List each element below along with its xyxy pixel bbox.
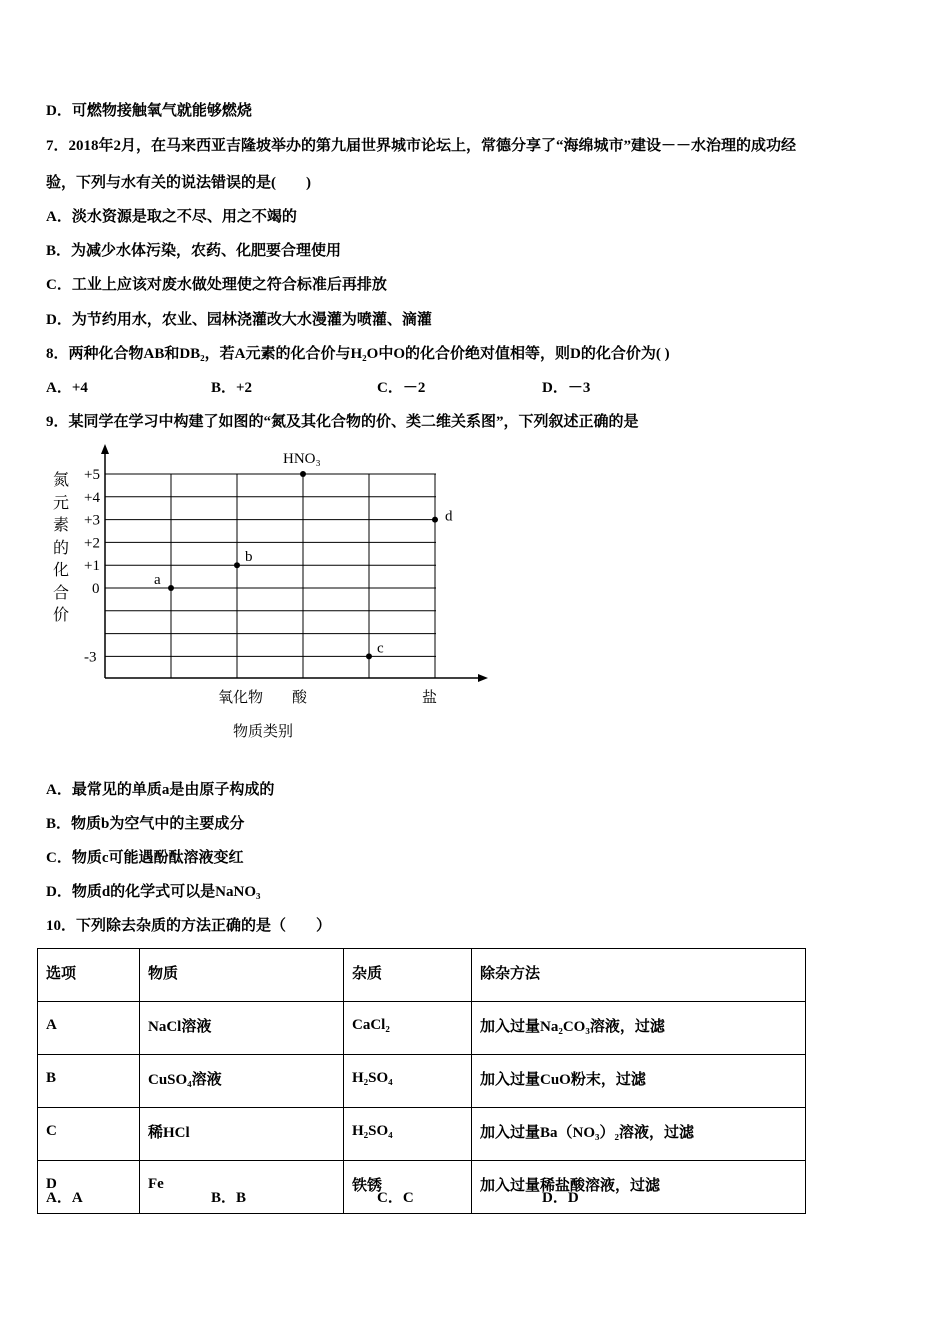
cell: C (38, 1108, 140, 1161)
data-point-label: b (245, 549, 253, 566)
data-point-label: a (154, 572, 161, 588)
q7-stem-line2: 验，下列与水有关的说法错误的是( ) (46, 175, 311, 191)
table-row (38, 1161, 806, 1214)
chart-y-label: 氮元素的化合价 (52, 472, 69, 624)
y-tick-label: +3 (84, 512, 100, 529)
impurity-removal-table (37, 948, 806, 1214)
q7-stem-line1: 7．2018年2月，在马来西亚吉隆坡举办的第九届世界城市论坛上，常德分享了“海绵城市”建设－－水治理的成功经 (46, 138, 797, 154)
data-point-label: c (377, 640, 384, 657)
q10-option-d: D．D (542, 1190, 579, 1206)
q7-option-b: B．为减少水体污染，农药、化肥要合理使用 (46, 243, 342, 259)
q7-option-c: C．工业上应该对废水做处理使之符合标准后再排放 (46, 277, 387, 293)
q9-option-c: C．物质c可能遇酚酞溶液变红 (46, 850, 244, 866)
cell: A (38, 1002, 140, 1055)
q8-option-c: C．－2 (377, 380, 426, 396)
q9-option-d: D．物质d的化学式可以是NaNO₃ (46, 884, 261, 900)
q10-option-a: A．A (46, 1190, 83, 1206)
q10-option-b: B．B (211, 1190, 247, 1206)
y-tick-label: +1 (84, 558, 100, 575)
y-axis-arrow (101, 444, 109, 454)
cell: D (38, 1161, 140, 1214)
cell: B (38, 1055, 140, 1108)
y-tick-label: +4 (84, 489, 100, 506)
table-row (38, 1055, 806, 1108)
data-point (300, 471, 306, 477)
cell: Fe (140, 1161, 344, 1214)
y-tick-label: 0 (92, 581, 100, 597)
table-row (38, 1108, 806, 1161)
cell: NaCl溶液 (140, 1002, 344, 1055)
cell: 铁锈 (344, 1161, 472, 1214)
data-point (168, 585, 174, 591)
x-category-oxide: 氧化物 (218, 690, 264, 706)
q10-stem: 10．下列除去杂质的方法正确的是（ ） (46, 918, 332, 934)
table-header-row (38, 949, 806, 1002)
q7-option-a: A．淡水资源是取之不尽、用之不竭的 (46, 209, 297, 225)
q9-stem: 9．某同学在学习中构建了如图的“氮及其化合物的价、类二维关系图”，下列叙述正确的是 (46, 414, 639, 430)
q8-stem: 8．两种化合物AB和DB₂，若A元素的化合价与H₂O中O的化合价绝对值相等，则D的化合价为( ) (46, 346, 670, 362)
q9-option-a: A．最常见的单质a是由原子构成的 (46, 782, 275, 798)
x-category-salt: 盐 (422, 690, 438, 706)
q8-option-b: B．+2 (211, 380, 253, 396)
q9-option-b: B．物质b为空气中的主要成分 (46, 816, 245, 832)
x-axis-arrow (478, 674, 488, 682)
data-point-label: HNO₃ (283, 451, 321, 467)
header-option: 选项 (38, 949, 140, 1002)
cell: 稀HCl (140, 1108, 344, 1161)
q7-option-d: D．为节约用水，农业、园林浇灌改大水漫灌为喷灌、滴灌 (46, 312, 432, 328)
q6-option-d: D．可燃物接触氧气就能够燃烧 (46, 103, 252, 119)
header-impurity: 杂质 (344, 949, 472, 1002)
q8-option-a: A．+4 (46, 380, 88, 396)
q8-option-d: D．－3 (542, 380, 591, 396)
data-point (234, 562, 240, 568)
y-tick-label: +2 (84, 535, 100, 552)
header-substance: 物质 (140, 949, 344, 1002)
x-category-acid: 酸 (292, 690, 308, 706)
y-tick-label: -3 (84, 649, 97, 666)
cell: 加入过量CuO粉末，过滤 (472, 1055, 806, 1108)
header-method: 除杂方法 (472, 949, 806, 1002)
cell: CuSO₄溶液 (140, 1055, 344, 1108)
chart-x-label: 物质类别 (233, 724, 294, 740)
cell: 加入过量Ba（NO₃）₂溶液，过滤 (472, 1108, 806, 1161)
cell: 加入过量稀盐酸溶液，过滤 (472, 1161, 806, 1214)
cell: CaCl₂ (344, 1002, 472, 1055)
data-point (366, 653, 372, 659)
valence-category-chart (40, 440, 500, 750)
y-tick-label: +5 (84, 467, 100, 483)
cell: H₂SO₄ (344, 1108, 472, 1161)
table-row (38, 1002, 806, 1055)
cell: H₂SO₄ (344, 1055, 472, 1108)
data-point-label: d (445, 508, 453, 525)
q10-option-c: C．C (377, 1190, 414, 1206)
cell: 加入过量Na₂CO₃溶液，过滤 (472, 1002, 806, 1055)
data-point (432, 517, 438, 523)
